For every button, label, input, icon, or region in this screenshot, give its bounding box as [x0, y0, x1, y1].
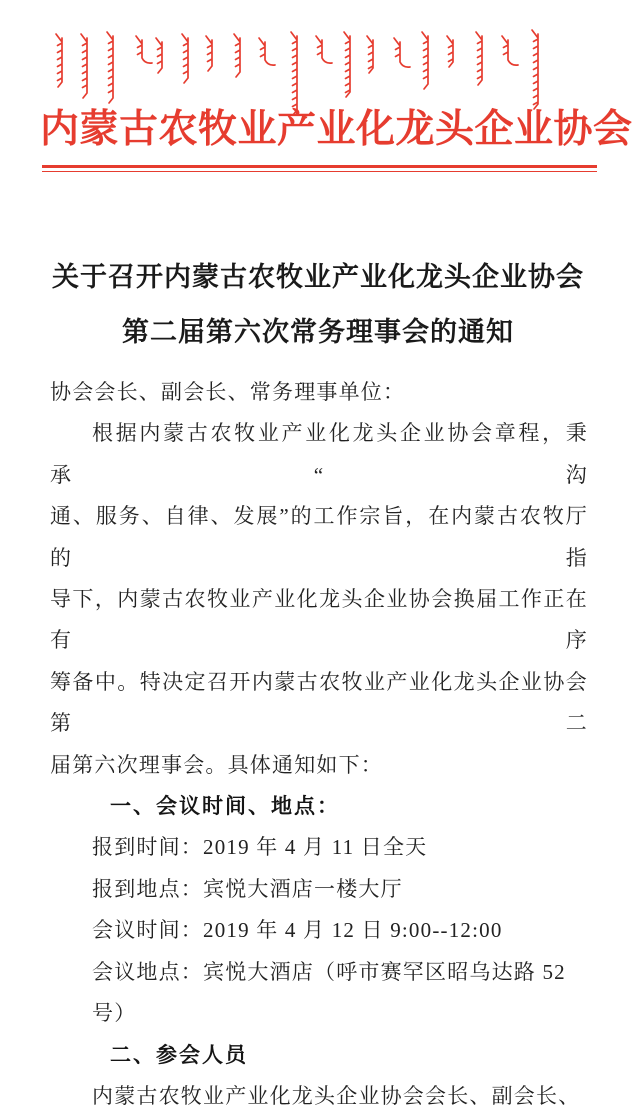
notice-title-line2: 第二届第六次常务理事会的通知 [122, 317, 514, 347]
body-line: 报到时间：2019 年 4 月 11 日全天 [92, 835, 428, 860]
body-line: 报到地点：宾悦大酒店一楼大厅 [92, 876, 403, 901]
body-line: 通、服务、自律、发展”的工作宗旨，在内蒙古农牧厅的指 [50, 504, 588, 570]
body-line: 内蒙古农牧业产业化龙头企业协会会长、副会长、 [92, 1083, 581, 1108]
notice-title [44, 250, 592, 360]
notice-title-line1: 关于召开内蒙古农牧业产业化龙头企业协会 [52, 262, 584, 292]
body-line: 二、参会人员 [110, 1043, 248, 1067]
body-line: 导下，内蒙古农牧业产业化龙头企业协会换届工作正在有序 [50, 587, 588, 653]
red-double-rule [42, 165, 597, 172]
body-line: 一、会议时间、地点： [110, 795, 340, 819]
org-name: 内蒙古农牧业产业化龙头企业协会 [40, 108, 633, 151]
body-line: 会议时间：2019 年 4 月 12 日 9:00--12:00 [92, 918, 503, 943]
body-line: 会议地点：宾悦大酒店（呼市赛罕区昭乌达路 52 号） [92, 959, 566, 1026]
notice-body [50, 372, 588, 1117]
body-line: 筹备中。特决定召开内蒙古农牧业产业化龙头企业协会第二 [50, 669, 588, 736]
body-line: 协会会长、副会长、常务理事单位： [50, 380, 406, 404]
body-line: 届第六次理事会。具体通知如下： [50, 752, 383, 777]
body-line: 根据内蒙古农牧业产业化龙头企业协会章程，秉承“沟 [50, 421, 588, 487]
